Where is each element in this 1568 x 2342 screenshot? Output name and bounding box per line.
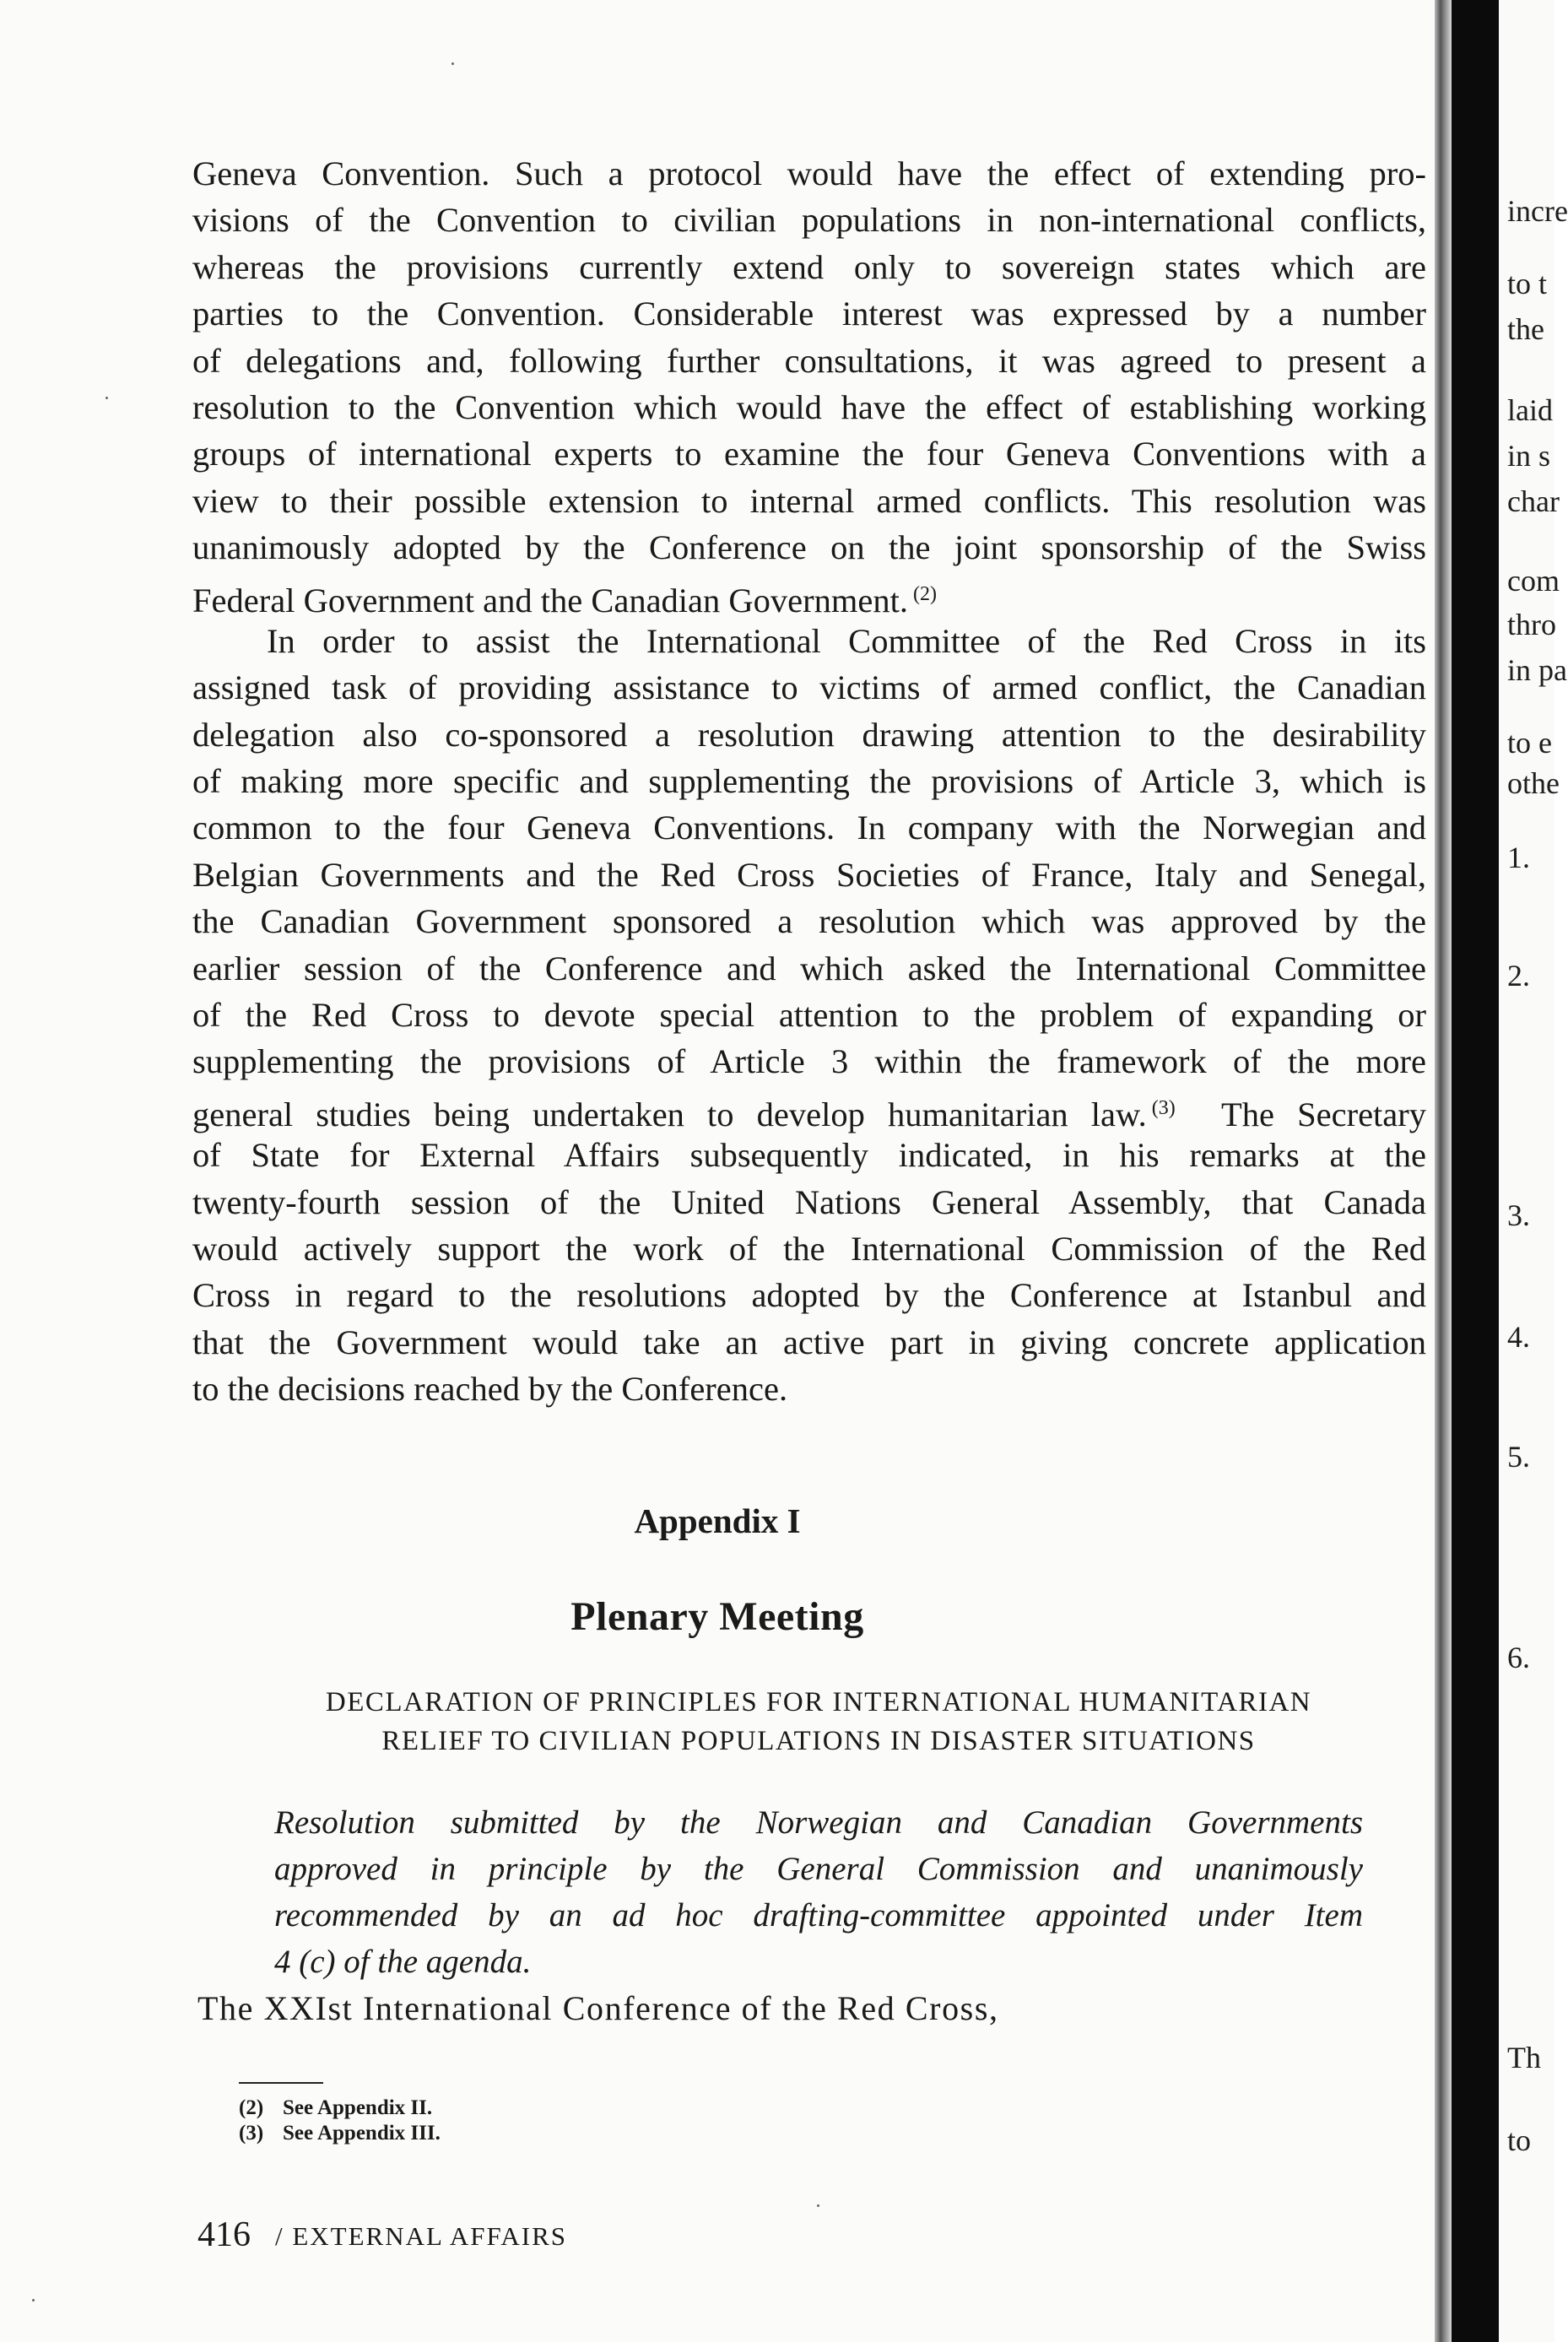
body-line: common to the four Geneva Conventions. In company with the Norwegian and	[192, 809, 1426, 847]
adjacent-fragment: 6.	[1507, 1641, 1530, 1674]
resolution-line: Resolution submitted by the Norwegian and Canadian Governments	[274, 1804, 1363, 1841]
body-line: groups of international experts to examine the four Geneva Conventions with a	[192, 435, 1426, 473]
body-line: would actively support the work of the International Commission of the Red	[192, 1229, 1426, 1268]
conference-line: The XXIst International Conference of the Red Cross,	[197, 1989, 999, 2027]
body-line: Geneva Convention. Such a protocol would have the effect of extending pro-	[192, 154, 1426, 192]
declaration-heading	[211, 1683, 1426, 1761]
adjacent-fragment: incre	[1507, 194, 1568, 228]
body-line: the Canadian Government sponsored a resolution which was approved by the	[192, 902, 1426, 941]
body-line: resolution to the Convention which would have the effect of establishing working	[192, 387, 1426, 426]
body-line: twenty-fourth session of the United Nations General Assembly, that Canada	[192, 1182, 1426, 1221]
body-line: delegation also co-sponsored a resolution drawing attention to the desirability	[192, 715, 1426, 754]
footnotes	[239, 2096, 441, 2146]
adjacent-fragment: in pa	[1507, 653, 1567, 687]
page-number: 416	[197, 2215, 251, 2254]
body-line: unanimously adopted by the Conference on the joint sponsorship of the Swiss	[192, 528, 1426, 567]
footnote-mark: (2)	[239, 2096, 264, 2119]
adjacent-page-edge	[1499, 0, 1568, 2342]
adjacent-fragment: to	[1507, 2123, 1532, 2157]
body-line: that the Government would take an active part in giving concrete application	[192, 1322, 1426, 1361]
adjacent-fragment: 3.	[1507, 1198, 1530, 1232]
body-line	[192, 1085, 1426, 1132]
body-line: earlier session of the Conference and which asked the International Committee	[192, 949, 1426, 987]
body-line-text: Federal Government and the Canadian Government.	[192, 581, 908, 619]
scan-speck	[817, 2204, 819, 2207]
adjacent-fragment: in s	[1507, 439, 1551, 473]
resolution-line: approved in principle by the General Commission and unanimously	[274, 1851, 1363, 1887]
footnote-text: See Appendix III.	[283, 2122, 441, 2145]
adjacent-fragment: the	[1507, 312, 1544, 346]
adjacent-fragment: to t	[1507, 267, 1548, 300]
adjacent-fragment: 1.	[1507, 841, 1530, 874]
adjacent-fragment: Th	[1507, 2041, 1541, 2074]
running-title: / EXTERNAL AFFAIRS	[275, 2221, 568, 2251]
section-title: Plenary Meeting	[570, 1594, 864, 1639]
body-line: view to their possible extension to internal armed conflicts. This resolution was	[192, 481, 1426, 520]
footnote-text: See Appendix II.	[283, 2096, 433, 2119]
declaration-line: DECLARATION OF PRINCIPLES FOR INTERNATIONAL HUMANITARIAN	[325, 1687, 1312, 1717]
body-line: parties to the Convention. Considerable interest was expressed by a number	[192, 295, 1426, 333]
scan-speck	[451, 62, 454, 65]
body-line: whereas the provisions currently extend only to sovereign states which are	[192, 247, 1426, 286]
body-line: In order to assist the International Committee of the Red Cross in its	[267, 621, 1426, 660]
scan-speck	[32, 2299, 35, 2301]
body-line: Cross in regard to the resolutions adopted by the Conference at Istanbul and	[192, 1276, 1426, 1315]
adjacent-fragment: 2.	[1507, 959, 1530, 993]
body-line: supplementing the provisions of Article 3 within the framework of the more	[192, 1042, 1426, 1081]
adjacent-fragment: othe	[1507, 766, 1560, 800]
adjacent-fragment: to e	[1507, 726, 1552, 760]
body-line: visions of the Convention to civilian populations in non-international conflicts,	[192, 201, 1426, 240]
adjacent-fragment: char	[1507, 484, 1560, 518]
body-line: to the decisions reached by the Conference.	[192, 1370, 788, 1409]
adjacent-fragment: laid	[1507, 393, 1553, 427]
footnote	[239, 2096, 441, 2121]
footnote-divider	[239, 2082, 323, 2084]
footnote-ref-2: (2)	[912, 582, 937, 605]
footnote	[239, 2121, 441, 2146]
adjacent-fragment: 4.	[1507, 1320, 1530, 1354]
body-text	[192, 150, 1426, 1413]
body-line	[192, 571, 1426, 618]
body-line: of State for External Affairs subsequently indicated, in his remarks at the	[192, 1136, 1426, 1175]
body-line-text: The Secretary	[1221, 1095, 1427, 1133]
book-spine	[1452, 0, 1499, 2342]
body-line: assigned task of providing assistance to victims of armed conflict, the Canadian	[192, 668, 1426, 707]
resolution-line: recommended by an ad hoc drafting-committee appointed under Item	[274, 1897, 1363, 1934]
footnote-mark: (3)	[239, 2122, 264, 2145]
body-line: of making more specific and supplementing the provisions of Article 3, which is	[192, 762, 1426, 801]
appendix-title: Appendix I	[634, 1501, 801, 1540]
resolution-line: 4 (c) of the agenda.	[274, 1944, 532, 1980]
adjacent-fragment: thro	[1507, 608, 1556, 641]
declaration-line: RELIEF TO CIVILIAN POPULATIONS IN DISASTER SITUATIONS	[381, 1726, 1256, 1756]
body-line: of the Red Cross to devote special attention to the problem of expanding or	[192, 996, 1426, 1035]
adjacent-fragment: 5.	[1507, 1440, 1530, 1474]
footnote-ref-3: (3)	[1151, 1096, 1176, 1119]
body-line: of delegations and, following further consultations, it was agreed to present a	[192, 341, 1426, 380]
binding-gutter	[1435, 0, 1452, 2342]
resolution-note	[274, 1799, 1363, 1985]
scan-speck	[105, 397, 108, 399]
body-line: Belgian Governments and the Red Cross Societies of France, Italy and Senegal,	[192, 855, 1426, 894]
adjacent-fragment: com	[1507, 564, 1560, 598]
body-line-text: general studies being undertaken to develop humanitarian law.	[192, 1095, 1147, 1133]
